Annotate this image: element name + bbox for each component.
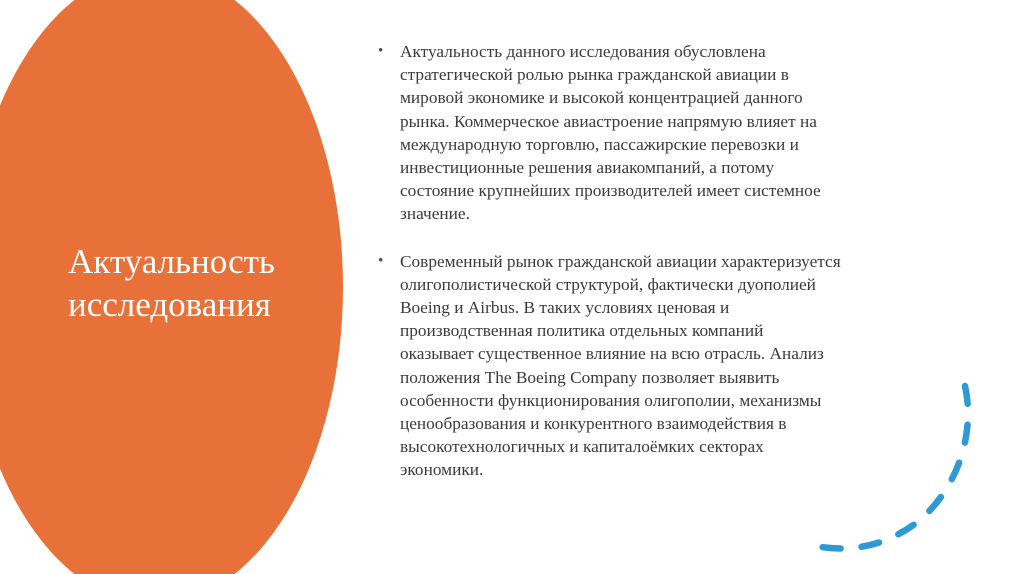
bullet-text: Современный рынок гражданской авиации характеризуется олигополистической структурой, фактически дуополией Boeing и Airbus. В таких условиях ценовая и производственная политика отдельных компаний оказывает существенное влияние на всю отрасль. Анализ положения The Boeing Company позволяет выявить особенности функционирования олигополии, механизмы ценообразования и конкурентного взаимодействия в высокотехнологичных и капиталоёмких секторах экономики.	[400, 251, 841, 480]
bullet-marker: •	[378, 252, 384, 269]
bullet-list	[378, 40, 978, 506]
slide-title: Актуальность исследования	[68, 242, 275, 324]
bullet-item	[378, 250, 978, 482]
bullet-text: Актуальность данного исследования обусловлена стратегической ролью рынка гражданской авиации в мировой экономике и высокой концентрацией данного рынка. Коммерческое авиастроение напрямую влияет на международную торговлю, пассажирские перевозки и инвестиционные решения авиакомпаний, а потому состояние крупнейших производителей имеет системное значение.	[400, 42, 821, 224]
bullet-marker: •	[378, 43, 384, 59]
bullet-item	[378, 40, 978, 226]
